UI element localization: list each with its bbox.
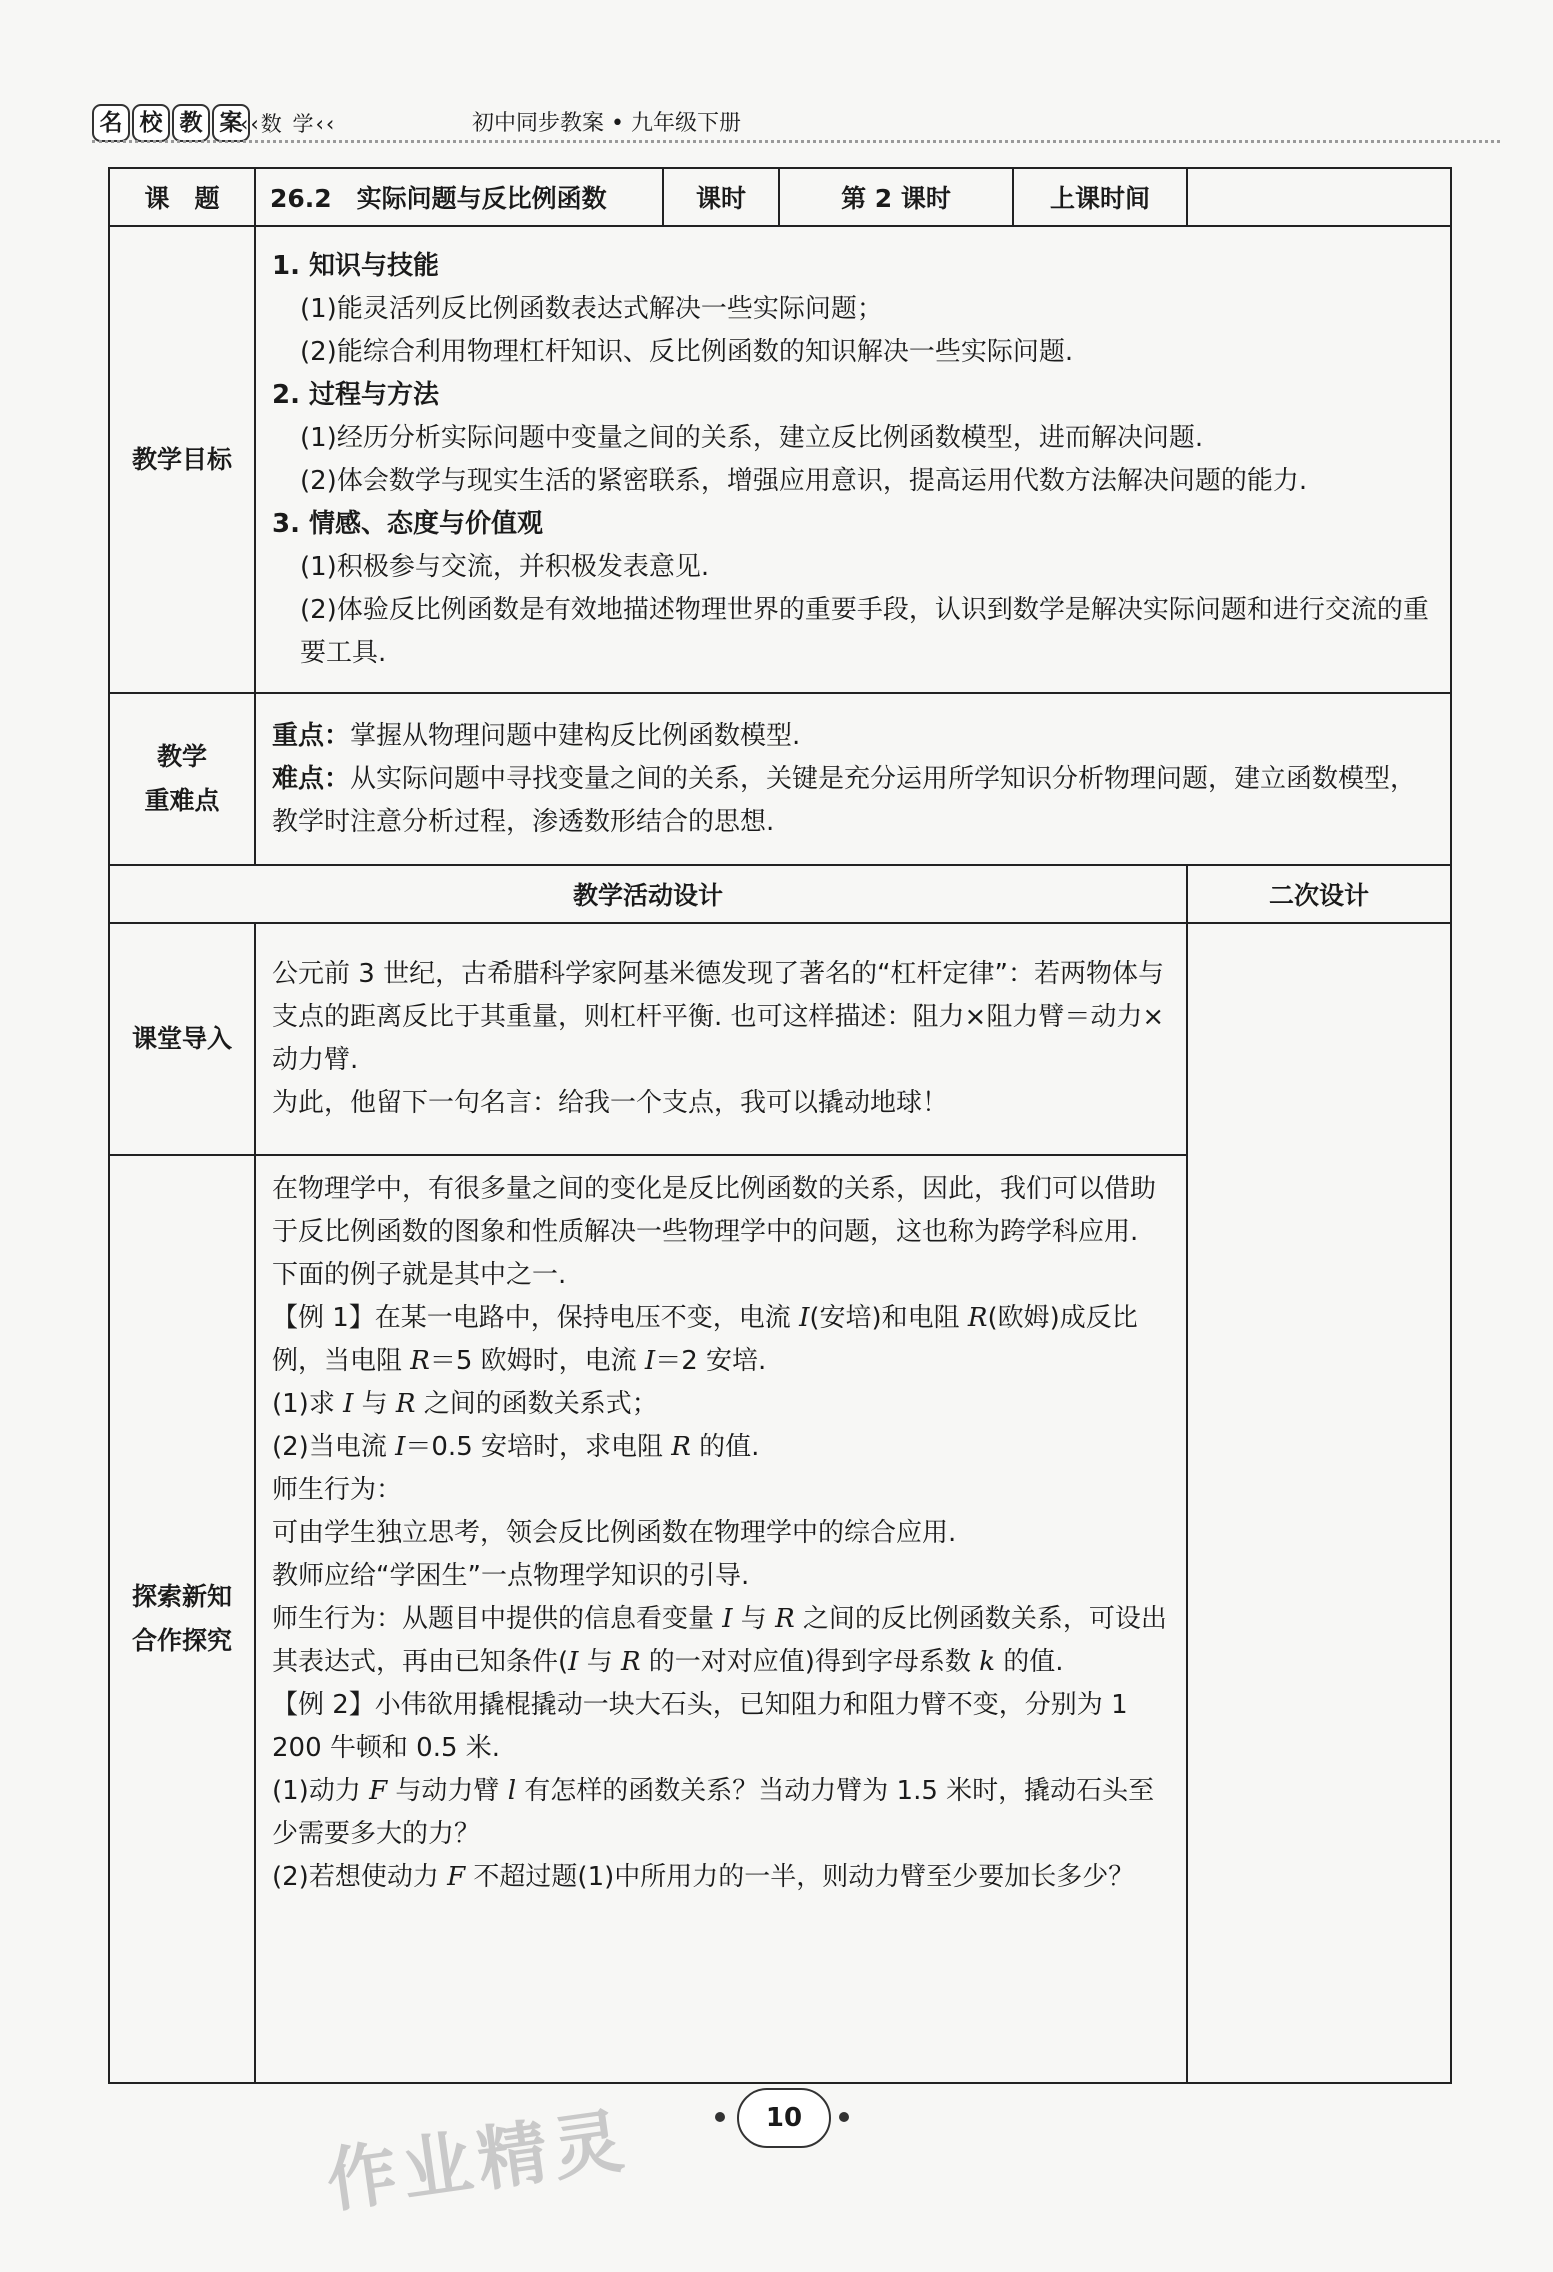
watermark: 作业精灵 xyxy=(321,2099,634,2223)
variable: I xyxy=(799,1303,810,1333)
objective-section-title: 3. 情感、态度与价值观 xyxy=(272,508,544,539)
key-point xyxy=(272,715,1436,758)
text: 的值. xyxy=(690,1432,760,1462)
text: 与 xyxy=(353,1389,396,1419)
brand-char: 名 xyxy=(92,104,130,142)
objectives-content xyxy=(255,226,1451,693)
difficult-point xyxy=(272,758,1436,844)
text: 与 xyxy=(732,1604,776,1634)
text: (1)求 xyxy=(272,1389,344,1419)
explore-label-line: 探索新知 xyxy=(131,1582,232,1611)
teacher-student-note: 可由学生独立思考，领会反比例函数在物理学中的综合应用. xyxy=(272,1518,957,1548)
page-footer xyxy=(715,2088,855,2148)
variable: k xyxy=(979,1647,995,1677)
decor-dot xyxy=(839,2112,849,2122)
text: 师生行为：从题目中提供的信息看变量 xyxy=(272,1604,723,1634)
subject-label: ‹‹数 学‹‹ xyxy=(240,112,337,136)
text: (欧姆)成反比例，当电阻 xyxy=(272,1303,1138,1376)
variable: R xyxy=(967,1303,988,1333)
objective-section-title: 2. 过程与方法 xyxy=(272,379,440,410)
brand-logo xyxy=(92,104,252,142)
second-design-column xyxy=(1187,923,1451,2083)
topic-value: 26.2 实际问题与反比例函数 xyxy=(255,168,663,226)
text: 之间的反比例函数关系，可设出其表达式，再由已知条件( xyxy=(272,1604,1167,1677)
example-1 xyxy=(272,1297,1172,1383)
text: (2)若想使动力 xyxy=(272,1862,448,1892)
book-title: 初中同步教案 • 九年级下册 xyxy=(472,111,741,136)
variable: R xyxy=(775,1604,795,1634)
text: 有怎样的函数关系？当动力臂为 1.5 米时，撬动石头至少需要多大的力？ xyxy=(272,1776,1155,1849)
text: 与 xyxy=(578,1647,621,1677)
difficult-point-text: 从实际问题中寻找变量之间的关系，关键是充分运用所学知识分析物理问题，建立函数模型，教学时注意分析过程，渗透数形结合的思想. xyxy=(272,763,1417,837)
key-point-title: 重点： xyxy=(272,720,351,751)
explore-content xyxy=(255,1155,1187,2083)
period-value: 第 2 课时 xyxy=(779,168,1013,226)
objective-item: (2)体会数学与现实生活的紧密联系，增强应用意识，提高运用代数方法解决问题的能力. xyxy=(300,465,1308,496)
text: 与动力臂 xyxy=(387,1776,508,1806)
text: 的值. xyxy=(995,1647,1064,1677)
intro-paragraph: 为此，他留下一句名言：给我一个支点，我可以撬动地球！ xyxy=(272,1088,949,1118)
example-2-question-2 xyxy=(272,1856,1172,1899)
variable: F xyxy=(369,1776,388,1806)
period-label: 课时 xyxy=(663,168,779,226)
topic-label: 课 题 xyxy=(109,168,255,226)
objective-item: (2)能综合利用物理杠杆知识、反比例函数的知识解决一些实际问题. xyxy=(300,336,1074,367)
teacher-student-note: 教师应给“学困生”一点物理学知识的引导. xyxy=(272,1561,750,1591)
keypoints-content xyxy=(255,693,1451,865)
intro-content xyxy=(255,923,1187,1155)
brand-char: 案 xyxy=(212,104,250,142)
page-header xyxy=(92,98,1500,146)
text: 的一对对应值)得到字母系数 xyxy=(640,1647,980,1677)
decor-dot xyxy=(715,2112,725,2122)
objectives-label: 教学目标 xyxy=(109,226,255,693)
text: ＝5 欧姆时，电流 xyxy=(429,1346,645,1376)
variable: I xyxy=(644,1346,656,1376)
lesson-plan-table xyxy=(108,167,1452,2084)
objective-item: (2)体验反比例函数是有效地描述物理世界的重要手段，认识到数学是解决实际问题和进行交流的重要工具. xyxy=(300,594,1429,668)
difficult-point-title: 难点： xyxy=(272,763,351,794)
example-1-question-1 xyxy=(272,1383,1172,1426)
objective-item: (1)积极参与交流，并积极发表意见. xyxy=(300,551,710,582)
text: (2)当电流 xyxy=(272,1432,396,1462)
text: (1)动力 xyxy=(272,1776,370,1806)
text: 不超过题(1)中所用力的一半，则动力臂至少要加长多少？ xyxy=(465,1862,1135,1892)
intro-paragraph: 公元前 3 世纪，古希腊科学家阿基米德发现了著名的“杠杆定律”：若两物体与支点的距离反比于其重量，则杠杆平衡. 也可这样描述：阻力×阻力臂＝动力×动力臂. xyxy=(272,959,1165,1075)
variable: l xyxy=(507,1776,517,1806)
variable: I xyxy=(343,1389,354,1419)
variable: I xyxy=(395,1432,406,1462)
brand-char: 教 xyxy=(172,104,210,142)
page-number: 10 xyxy=(737,2088,831,2148)
intro-row xyxy=(109,923,1451,1155)
activity-header-row xyxy=(109,865,1451,923)
text: ＝0.5 安培时，求电阻 xyxy=(405,1432,672,1462)
teacher-student-title: 师生行为： xyxy=(272,1475,403,1505)
keypoints-label xyxy=(109,693,255,865)
keypoints-label-line: 重难点 xyxy=(144,786,220,815)
topic-row xyxy=(109,168,1451,226)
keypoints-label-line: 教学 xyxy=(156,742,207,771)
objective-section-title: 1. 知识与技能 xyxy=(272,250,440,281)
time-label: 上课时间 xyxy=(1013,168,1187,226)
example-2: 【例 2】小伟欲用撬棍撬动一块大石头，已知阻力和阻力臂不变，分别为 1 200 牛顿和 0.5 米. xyxy=(272,1690,1128,1763)
brand-char: 校 xyxy=(132,104,170,142)
header-divider xyxy=(92,140,1500,143)
objective-item: (1)经历分析实际问题中变量之间的关系，建立反比例函数模型，进而解决问题. xyxy=(300,422,1204,453)
teacher-student-analysis xyxy=(272,1598,1172,1684)
keypoints-row xyxy=(109,693,1451,865)
explore-paragraph: 在物理学中，有很多量之间的变化是反比例函数的关系，因此，我们可以借助于反比例函数的图象和性质解决一些物理学中的问题，这也称为跨学科应用. 下面的例子就是其中之一. xyxy=(272,1174,1157,1290)
objectives-row xyxy=(109,226,1451,693)
key-point-text: 掌握从物理问题中建构反比例函数模型. xyxy=(350,720,801,751)
variable: R xyxy=(620,1647,641,1677)
activity-design-header: 教学活动设计 xyxy=(109,865,1187,923)
variable: R xyxy=(410,1346,430,1376)
variable: F xyxy=(447,1862,466,1892)
variable: I xyxy=(722,1604,733,1634)
text: 【例 1】在某一电路中，保持电压不变，电流 xyxy=(272,1303,800,1333)
intro-label: 课堂导入 xyxy=(109,923,255,1155)
text: ＝2 安培. xyxy=(655,1346,767,1376)
explore-label xyxy=(109,1155,255,2083)
variable: R xyxy=(671,1432,691,1462)
variable: I xyxy=(568,1647,579,1677)
objective-item: (1)能灵活列反比例函数表达式解决一些实际问题； xyxy=(300,293,883,324)
time-value xyxy=(1187,168,1451,226)
explore-label-line: 合作探究 xyxy=(131,1626,232,1655)
variable: R xyxy=(395,1389,416,1419)
example-2-question-1 xyxy=(272,1770,1172,1856)
text: (安培)和电阻 xyxy=(809,1303,968,1333)
example-1-question-2 xyxy=(272,1426,1172,1469)
second-design-header: 二次设计 xyxy=(1187,865,1451,923)
text: 之间的函数关系式； xyxy=(415,1389,658,1419)
